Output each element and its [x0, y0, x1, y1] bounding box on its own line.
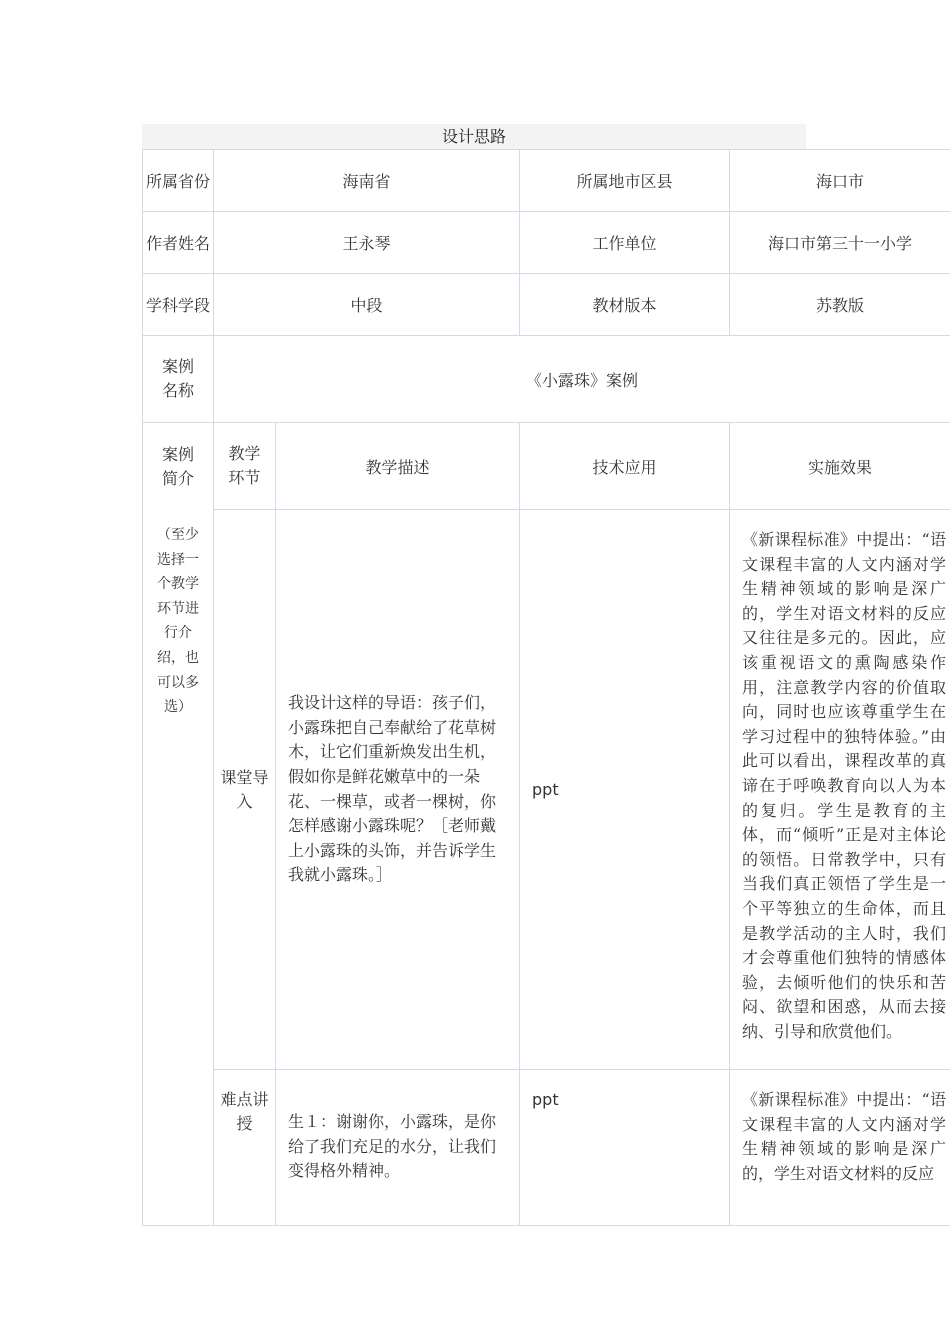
table-row [143, 336, 950, 423]
table-row [143, 212, 950, 274]
case-intro-note: （至少选择一个教学环节进行介绍，也可以多选） [157, 527, 199, 716]
province-value: 海南省 [214, 150, 520, 212]
table-row [143, 274, 950, 336]
segment-cell [214, 510, 276, 1070]
header-description: 教学描述 [276, 423, 520, 510]
header-segment-text: 教学 环节 [228, 444, 261, 487]
case-intro-cell [143, 423, 214, 1226]
section-title: 设计思路 [142, 124, 806, 149]
edition-value: 苏教版 [730, 274, 950, 336]
segment-cell [214, 1070, 276, 1226]
city-label: 所属地市区县 [520, 150, 730, 212]
case-name-label [143, 336, 214, 423]
city-value: 海口市 [730, 150, 950, 212]
description-cell: 我设计这样的导语：孩子们，小露珠把自己奉献给了花草树木，让它们重新焕发出生机，假如你是鲜花嫩草中的一朵花、一棵草，或者一棵树，你怎样感谢小露珠呢？［老师戴上小露珠的头饰，并告诉学生我就小露珠。］ [276, 510, 520, 1070]
description-cell: 生１：谢谢你，小露珠，是你给了我们充足的水分，让我们变得格外精神。 [276, 1070, 520, 1226]
case-name-value: 《小露珠》案例 [214, 336, 950, 423]
case-intro-label: 案例 简介 [161, 445, 194, 488]
effect-text: 《新课程标准》中提出：“语文课程丰富的人文内涵对学生精神领域的影响是深广的，学生对语文材料的反应 [742, 1090, 947, 1183]
table-row [143, 423, 950, 510]
case-design-table [142, 149, 950, 1226]
stage-value: 中段 [214, 274, 520, 336]
table-row [143, 150, 950, 212]
table-row [143, 510, 950, 1070]
stage-label: 学科学段 [143, 274, 214, 336]
edition-label: 教材版本 [520, 274, 730, 336]
header-tech: 技术应用 [520, 423, 730, 510]
segment-text: 难点讲授 [220, 1090, 269, 1133]
header-effect: 实施效果 [730, 423, 950, 510]
header-segment [214, 423, 276, 510]
author-label: 作者姓名 [143, 212, 214, 274]
effect-cell: 《新课程标准》中提出：“语文课程丰富的人文内涵对学生精神领域的影响是深广的，学生对语文材料的反应又往往是多元的。因此，应该重视语文的熏陶感染作用，注意教学内容的价值取向，同时也应该尊重学生在学习过程中的独特体验。”由此可以看出，课程改革的真谛在于呼唤教育向以人为本的复归。学生是教育的主体，而“倾听”正是对主体论的领悟。日常教学中，只有当我们真正领悟了学生是一个平等独立的生命体，而且是教学活动的主人时，我们才会尊重他们独特的情感体验，去倾听他们的快乐和苦闷、欲望和困惑，从而去接纳、引导和欣赏他们。 [730, 510, 950, 1070]
segment-text: 课堂导入 [220, 767, 269, 811]
author-value: 王永琴 [214, 212, 520, 274]
effect-cell [730, 1070, 950, 1226]
tech-cell: ppt [520, 510, 730, 1070]
unit-value: 海口市第三十一小学 [730, 212, 950, 274]
table-row [143, 1070, 950, 1226]
unit-label: 工作单位 [520, 212, 730, 274]
case-name-label-text: 案例 名称 [161, 357, 194, 400]
tech-cell: ppt [520, 1070, 730, 1226]
province-label: 所属省份 [143, 150, 214, 212]
